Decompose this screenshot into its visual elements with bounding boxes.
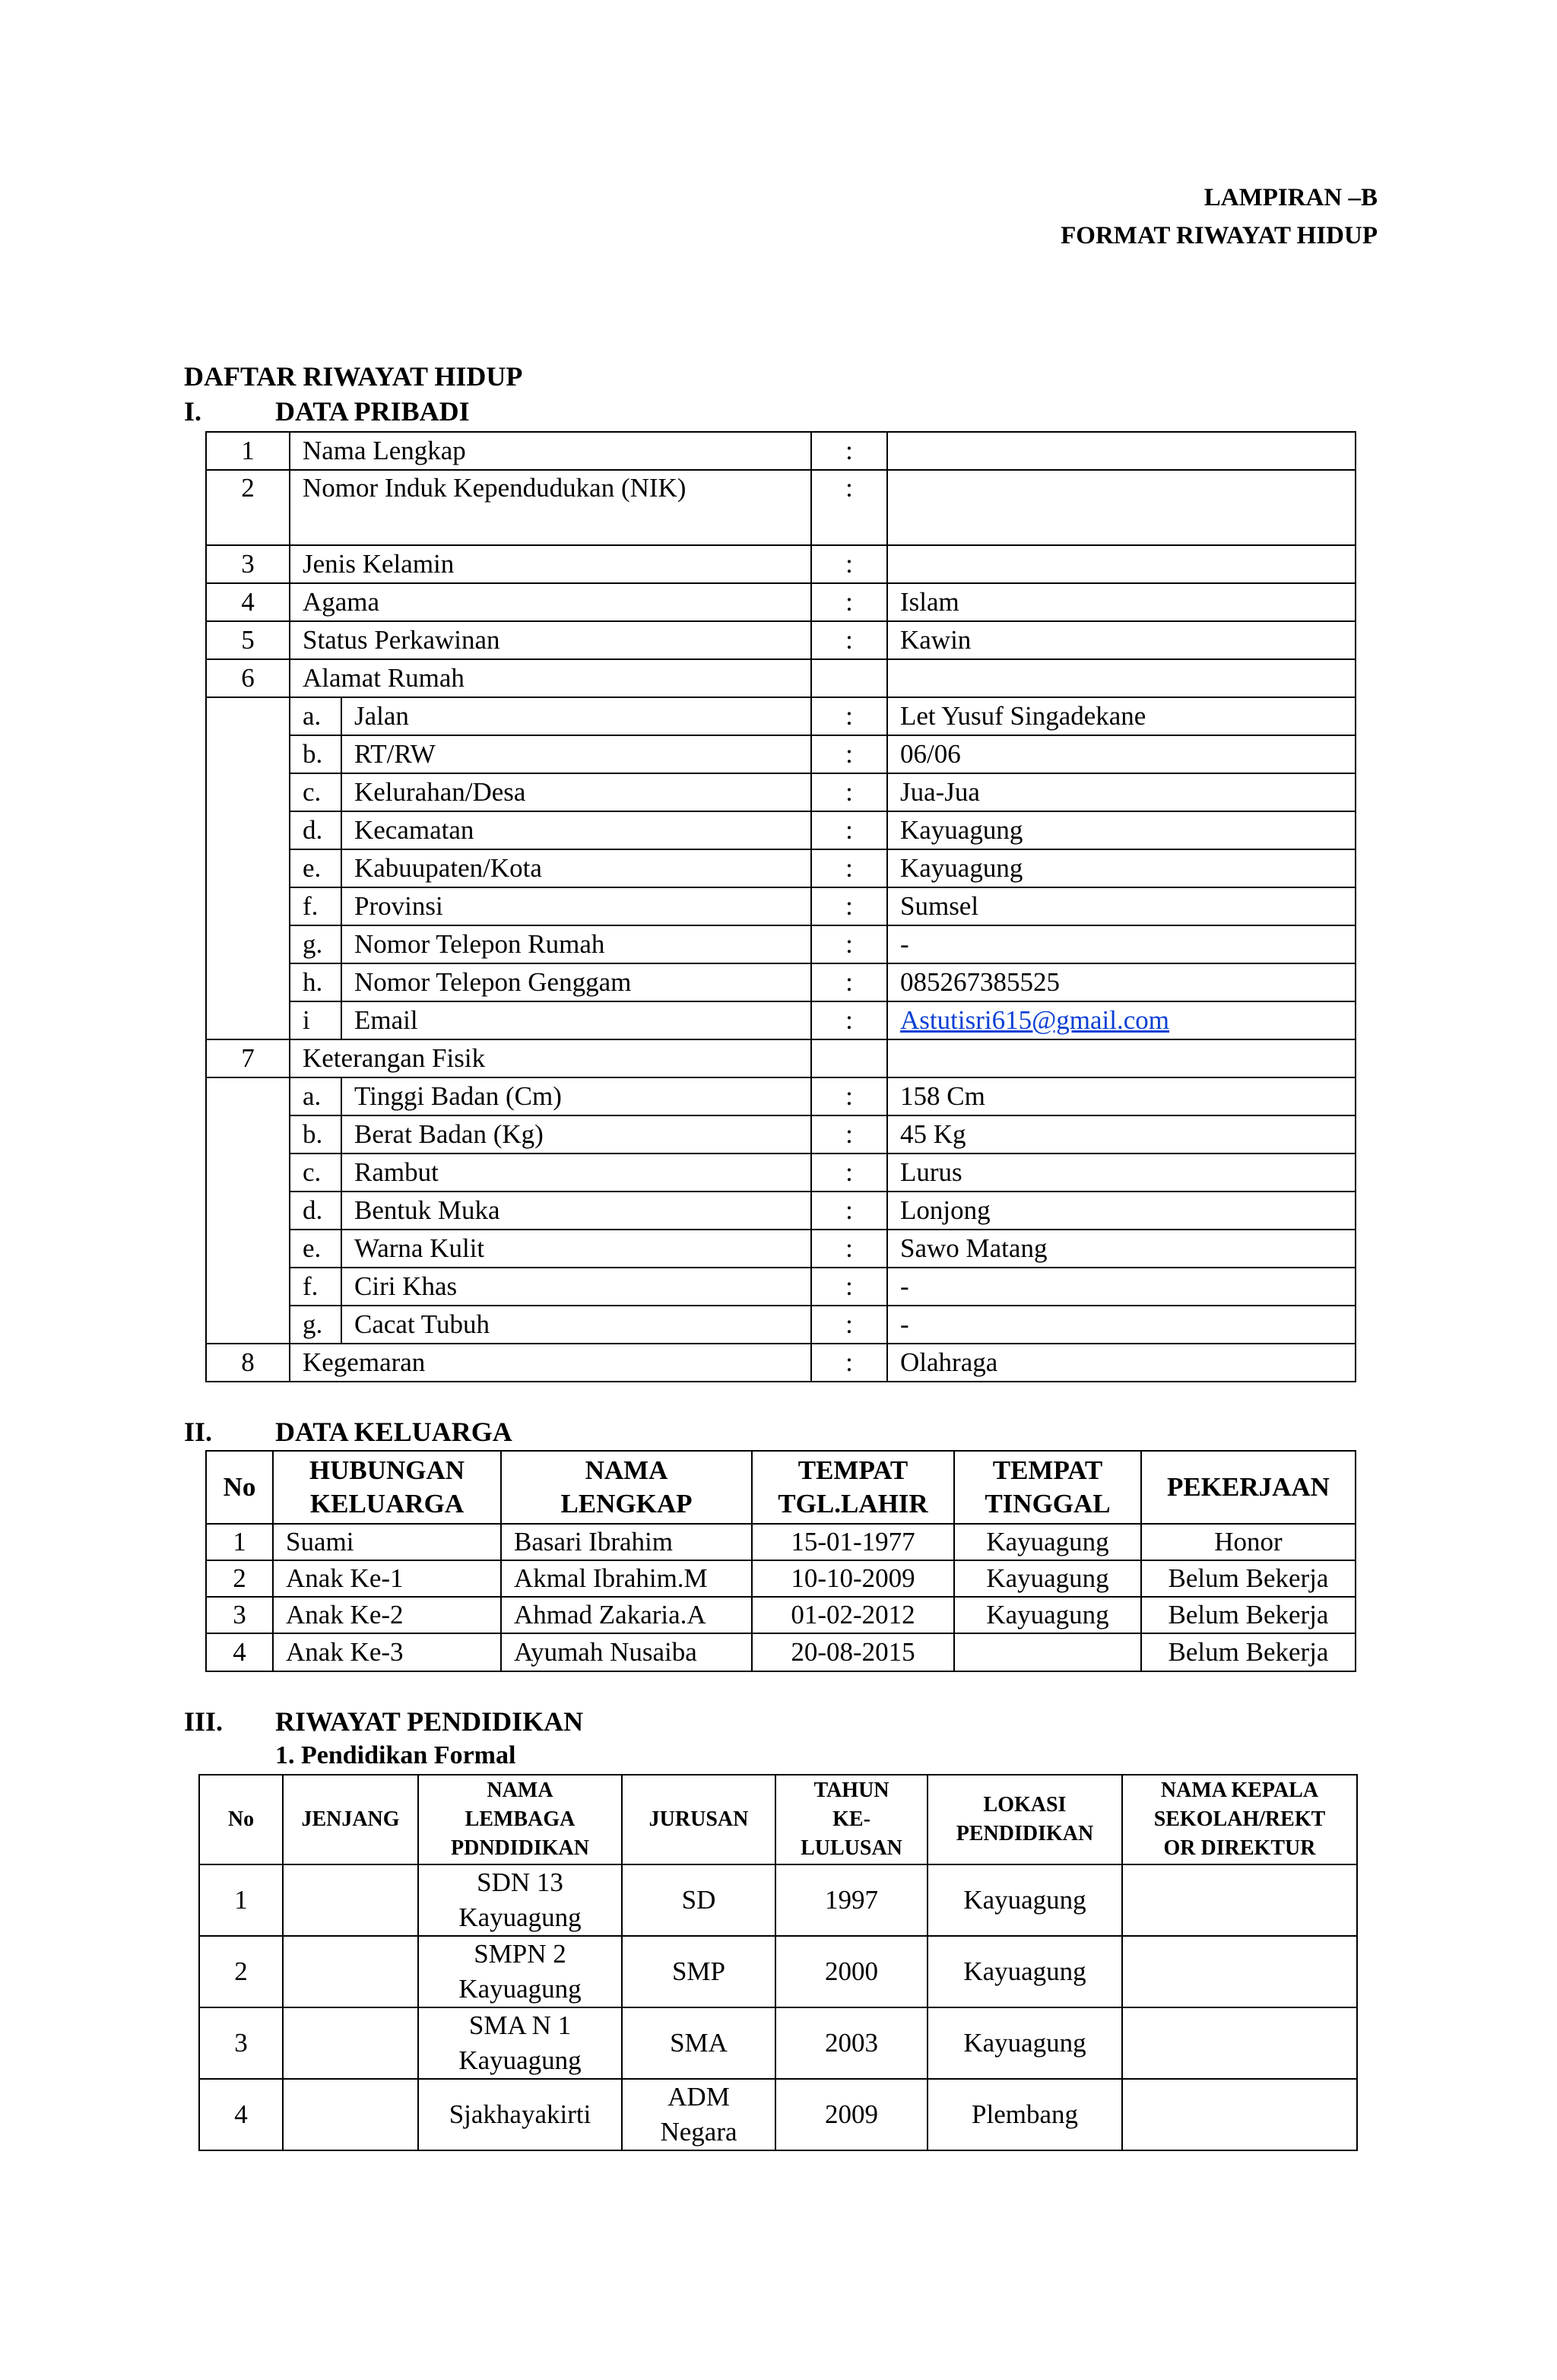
residence-cell: Kayuagung [954,1524,1141,1560]
col-header-major: JURUSAN [622,1775,775,1864]
major-line: SMP [671,1956,726,1986]
field-label: Keterangan Fisik [290,1039,811,1077]
table-row [206,773,1356,811]
header-line: KELUARGA [309,1489,465,1518]
row-number: 1 [206,1524,273,1560]
table-row [206,1344,1356,1382]
institution-cell [418,1936,622,2007]
field-value: Islam [887,583,1356,621]
head-cell [1122,2079,1357,2150]
header-line: TEMPAT [992,1455,1103,1485]
field-label: Provinsi [341,887,811,925]
table-row [206,1039,1356,1077]
colon: : [811,773,887,811]
field-label: Agama [290,583,811,621]
section-number: II. [184,1417,213,1447]
colon: : [811,697,887,735]
table-row [206,697,1356,735]
row-number: 2 [206,1560,273,1597]
document-title: DAFTAR RIWAYAT HIDUP [184,361,523,392]
institution-line: SDN 13 [477,1868,563,1897]
colon: : [811,1192,887,1230]
field-value: Jua-Jua [887,773,1356,811]
table-row [206,1077,1356,1115]
field-label: Cacat Tubuh [341,1306,811,1344]
year-cell: 1997 [775,1864,928,1936]
field-label: Kabuupaten/Kota [341,849,811,887]
table-row [199,2007,1357,2079]
row-number: 4 [199,2079,283,2150]
table-row [206,1115,1356,1154]
field-value: 06/06 [887,735,1356,773]
institution-line: Kayuagung [458,1974,582,2004]
sub-letter: b. [290,1115,341,1154]
sub-letter: d. [290,1192,341,1230]
sub-letter: g. [290,1306,341,1344]
colon-empty [811,659,887,697]
row-number: 1 [206,432,290,470]
indent-cell [206,697,290,1039]
table-row [206,1524,1356,1560]
major-line: SD [681,1885,716,1915]
year-cell: 2003 [775,2007,928,2079]
field-value: Sumsel [887,887,1356,925]
family-data-table [205,1450,1356,1672]
education-table [198,1774,1358,2151]
field-label: Tinggi Badan (Cm) [341,1077,811,1115]
field-label: RT/RW [341,735,811,773]
name-cell: Basari Ibrahim [501,1524,752,1560]
header-line: LEMBAGA [465,1807,576,1831]
row-number: 5 [206,621,290,659]
col-header-location [928,1775,1122,1864]
field-value: Sawo Matang [887,1230,1356,1268]
table-row [206,849,1356,887]
header-line: OR DIREKTUR [1163,1836,1316,1860]
table-row [206,811,1356,849]
row-number: 8 [206,1344,290,1382]
sub-letter: i [290,1001,341,1039]
residence-cell: Kayuagung [954,1560,1141,1597]
row-number: 3 [206,545,290,583]
level-cell [283,2079,418,2150]
header-line: LOKASI [983,1793,1067,1817]
field-label: Email [341,1001,811,1039]
field-label: Jenis Kelamin [290,545,811,583]
colon: : [811,735,887,773]
row-number: 2 [206,470,290,545]
birth-cell: 10-10-2009 [752,1560,954,1597]
colon: : [811,621,887,659]
level-cell [283,1864,418,1936]
field-value [887,1039,1356,1077]
table-row [206,1230,1356,1268]
table-row [206,470,1356,545]
subsection-title: 1. Pendidikan Formal [275,1741,516,1769]
header-line: KE- [832,1807,870,1831]
field-value: Kayuagung [887,849,1356,887]
field-label: Rambut [341,1154,811,1192]
appendix-label: LAMPIRAN –B [1203,184,1378,211]
table-row [206,1154,1356,1192]
sub-letter: f. [290,887,341,925]
header-line: TEMPAT [798,1455,909,1485]
table-row [206,1633,1356,1671]
colon: : [811,432,887,470]
institution-line: SMPN 2 [474,1939,566,1969]
colon: : [811,887,887,925]
field-value: 158 Cm [887,1077,1356,1115]
section-title: RIWAYAT PENDIDIKAN [275,1706,584,1737]
header-line: TGL.LAHIR [778,1489,928,1518]
field-label: Kelurahan/Desa [341,773,811,811]
major-cell [622,1864,775,1936]
row-number: 3 [206,1597,273,1633]
location-cell: Kayuagung [928,2007,1122,2079]
col-header-no: No [206,1451,273,1524]
sub-letter: d. [290,811,341,849]
job-cell: Belum Bekerja [1141,1597,1356,1633]
col-header-level: JENJANG [283,1775,418,1864]
field-value: Let Yusuf Singadekane [887,697,1356,735]
row-number: 3 [199,2007,283,2079]
sub-letter: e. [290,1230,341,1268]
field-value [887,545,1356,583]
sub-letter: a. [290,1077,341,1115]
colon: : [811,963,887,1001]
row-number: 4 [206,1633,273,1671]
col-header-residence [954,1451,1141,1524]
relation-cell: Anak Ke-3 [273,1633,501,1671]
table-row [199,1936,1357,2007]
table-row [206,583,1356,621]
institution-line: Kayuagung [458,2045,582,2075]
table-row [206,1597,1356,1633]
field-label: Nomor Telepon Rumah [341,925,811,963]
field-label: Nama Lengkap [290,432,811,470]
field-label: Warna Kulit [341,1230,811,1268]
section-number: I. [184,396,202,427]
col-header-no: No [199,1775,283,1864]
col-header-birth [752,1451,954,1524]
job-cell: Belum Bekerja [1141,1560,1356,1597]
field-label: Status Perkawinan [290,621,811,659]
colon: : [811,1001,887,1039]
header-line: SEKOLAH/REKT [1153,1807,1326,1831]
section-number: III. [184,1706,224,1737]
col-header-institution [418,1775,622,1864]
header-line: TAHUN [813,1779,889,1802]
location-cell: Kayuagung [928,1936,1122,2007]
head-cell [1122,2007,1357,2079]
field-label: Kegemaran [290,1344,811,1382]
format-title: FORMAT RIWAYAT HIDUP [1061,222,1378,249]
level-cell [283,1936,418,2007]
header-line: NAMA [487,1779,553,1802]
sub-letter: g. [290,925,341,963]
field-value: Kawin [887,621,1356,659]
head-cell [1122,1864,1357,1936]
header-line: PDNDIDIKAN [451,1836,589,1860]
institution-cell [418,1864,622,1936]
row-number: 7 [206,1039,290,1077]
field-value: Lonjong [887,1192,1356,1230]
table-row [206,545,1356,583]
sub-letter: h. [290,963,341,1001]
header-line: NAMA [585,1455,668,1485]
table-row [206,1268,1356,1306]
birth-cell: 15-01-1977 [752,1524,954,1560]
colon: : [811,1344,887,1382]
field-value: Olahraga [887,1344,1356,1382]
field-value: 085267385525 [887,963,1356,1001]
birth-cell: 01-02-2012 [752,1597,954,1633]
residence-cell [954,1633,1141,1671]
institution-line: SMA N 1 [468,2010,572,2040]
colon: : [811,545,887,583]
field-value [887,470,1356,545]
table-row [206,887,1356,925]
field-value: 45 Kg [887,1115,1356,1154]
indent-cell [206,1077,290,1344]
sub-letter: c. [290,773,341,811]
col-header-year [775,1775,928,1864]
name-cell: Ahmad Zakaria.A [501,1597,752,1633]
personal-data-table [205,431,1356,1382]
birth-cell: 20-08-2015 [752,1633,954,1671]
name-cell: Ayumah Nusaiba [501,1633,752,1671]
institution-line: Kayuagung [458,1902,582,1932]
field-label: Jalan [341,697,811,735]
major-cell [622,2079,775,2150]
sub-letter: b. [290,735,341,773]
table-row [206,963,1356,1001]
header-line: HUBUNGAN [309,1455,465,1485]
job-cell: Honor [1141,1524,1356,1560]
colon: : [811,1154,887,1192]
field-label: Ciri Khas [341,1268,811,1306]
table-row [206,1306,1356,1344]
year-cell: 2009 [775,2079,928,2150]
table-row [206,1001,1356,1039]
relation-cell: Suami [273,1524,501,1560]
location-cell: Kayuagung [928,1864,1122,1936]
col-header-name [501,1451,752,1524]
field-label: Bentuk Muka [341,1192,811,1230]
field-label: Nomor Telepon Genggam [341,963,811,1001]
colon: : [811,811,887,849]
header-line: PENDIDIKAN [956,1822,1094,1845]
relation-cell: Anak Ke-1 [273,1560,501,1597]
table-row [206,621,1356,659]
field-value: - [887,1268,1356,1306]
sub-letter: c. [290,1154,341,1192]
header-line: TINGGAL [985,1489,1111,1518]
major-line: SMA [670,2028,728,2058]
header-line: LULUSAN [801,1836,902,1860]
major-cell [622,2007,775,2079]
header-line: NAMA KEPALA [1160,1779,1319,1802]
row-number: 6 [206,659,290,697]
colon: : [811,583,887,621]
table-row [206,925,1356,963]
table-row [206,659,1356,697]
table-row [206,1560,1356,1597]
table-header-row [206,1451,1356,1524]
table-row [206,735,1356,773]
colon: : [811,1268,887,1306]
header-line: LENGKAP [560,1489,693,1518]
colon: : [811,849,887,887]
field-label: Nomor Induk Kependudukan (NIK) [290,470,811,545]
colon: : [811,925,887,963]
field-value [887,432,1356,470]
relation-cell: Anak Ke-2 [273,1597,501,1633]
table-row [199,1864,1357,1936]
residence-cell: Kayuagung [954,1597,1141,1633]
year-cell: 2000 [775,1936,928,2007]
col-header-job: PEKERJAAN [1141,1451,1356,1524]
major-line: ADM [668,2082,730,2112]
institution-cell [418,2079,622,2150]
sub-letter: e. [290,849,341,887]
row-number: 1 [199,1864,283,1936]
colon: : [811,1230,887,1268]
job-cell: Belum Bekerja [1141,1633,1356,1671]
sub-letter: a. [290,697,341,735]
table-header-row [199,1775,1357,1864]
major-cell [622,1936,775,2007]
email-link[interactable]: Astutisri615@gmail.com [900,1005,1170,1035]
colon: : [811,470,887,545]
field-value: Lurus [887,1154,1356,1192]
table-row [199,2079,1357,2150]
location-cell: Plembang [928,2079,1122,2150]
colon: : [811,1306,887,1344]
head-cell [1122,1936,1357,2007]
field-value: - [887,1306,1356,1344]
section-title: DATA PRIBADI [275,396,470,427]
table-row [206,1192,1356,1230]
field-label: Alamat Rumah [290,659,811,697]
colon: : [811,1077,887,1115]
name-cell: Akmal Ibrahim.M [501,1560,752,1597]
row-number: 4 [206,583,290,621]
field-value: Kayuagung [887,811,1356,849]
institution-cell [418,2007,622,2079]
colon: : [811,1115,887,1154]
field-label: Kecamatan [341,811,811,849]
table-row [206,432,1356,470]
field-value [887,659,1356,697]
row-number: 2 [199,1936,283,2007]
sub-letter: f. [290,1268,341,1306]
institution-line: Sjakhayakirti [449,2099,591,2129]
section-title: DATA KELUARGA [275,1417,512,1447]
field-label: Berat Badan (Kg) [341,1115,811,1154]
col-header-relation [273,1451,501,1524]
colon-empty [811,1039,887,1077]
level-cell [283,2007,418,2079]
major-line: Negara [660,2117,737,2147]
col-header-head [1122,1775,1357,1864]
field-value: - [887,925,1356,963]
